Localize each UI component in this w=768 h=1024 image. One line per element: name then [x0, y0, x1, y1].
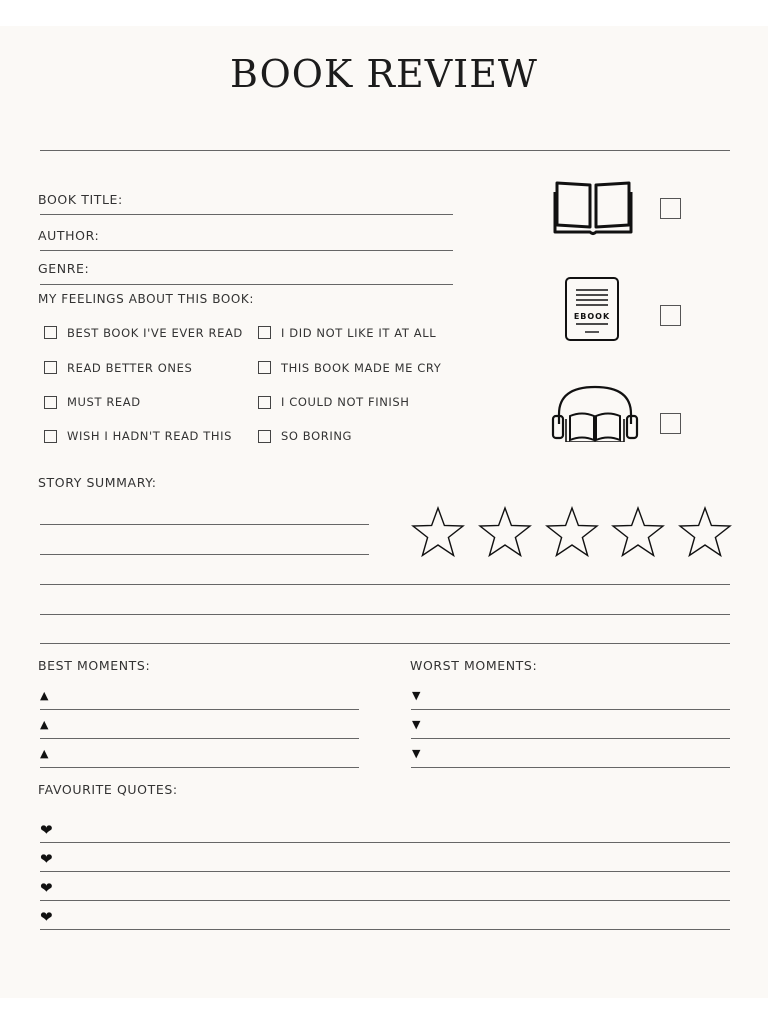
format-ebook-checkbox[interactable]	[660, 305, 681, 326]
worst-moment-line[interactable]	[411, 767, 730, 768]
rating-star-icon[interactable]	[477, 506, 533, 558]
down-triangle-icon: ▼	[412, 718, 421, 731]
worst-moments-heading: WORST MOMENTS:	[410, 658, 538, 673]
story-summary-heading: STORY SUMMARY:	[38, 475, 157, 490]
best-moments-heading: BEST MOMENTS:	[38, 658, 151, 673]
summary-line[interactable]	[40, 643, 730, 644]
book-title-label: BOOK TITLE:	[38, 192, 123, 207]
format-print-checkbox[interactable]	[660, 198, 681, 219]
summary-line[interactable]	[40, 554, 369, 555]
author-label: AUTHOR:	[38, 228, 100, 243]
up-triangle-icon: ▲	[40, 689, 49, 702]
genre-label: GENRE:	[38, 261, 90, 276]
audiobook-headphones-icon	[550, 384, 640, 442]
summary-line[interactable]	[40, 524, 369, 525]
quote-line[interactable]	[40, 871, 730, 872]
worst-moment-line[interactable]	[411, 738, 730, 739]
feeling-checkbox[interactable]	[44, 361, 57, 374]
title-divider	[40, 150, 730, 151]
heart-icon: ❤	[40, 821, 53, 839]
ebook-label: EBOOK	[573, 312, 611, 321]
book-title-line[interactable]	[40, 214, 453, 215]
favourite-quotes-heading: FAVOURITE QUOTES:	[38, 782, 178, 797]
feeling-checkbox[interactable]	[44, 326, 57, 339]
down-triangle-icon: ▼	[412, 747, 421, 760]
format-audiobook-checkbox[interactable]	[660, 413, 681, 434]
feeling-checkbox[interactable]	[44, 430, 57, 443]
feeling-checkbox[interactable]	[44, 396, 57, 409]
rating-star-icon[interactable]	[610, 506, 666, 558]
feeling-option: BEST BOOK I'VE EVER READ	[67, 326, 243, 340]
heart-icon: ❤	[40, 879, 53, 897]
feeling-checkbox[interactable]	[258, 326, 271, 339]
heart-icon: ❤	[40, 908, 53, 926]
summary-line[interactable]	[40, 614, 730, 615]
best-moment-line[interactable]	[40, 709, 359, 710]
author-line[interactable]	[40, 250, 453, 251]
open-book-icon	[552, 180, 634, 236]
feeling-option: WISH I HADN'T READ THIS	[67, 429, 233, 443]
quote-line[interactable]	[40, 900, 730, 901]
best-moment-line[interactable]	[40, 738, 359, 739]
feeling-option: READ BETTER ONES	[67, 361, 193, 375]
feeling-option: MUST READ	[67, 395, 141, 409]
feeling-option: THIS BOOK MADE ME CRY	[281, 361, 442, 375]
up-triangle-icon: ▲	[40, 747, 49, 760]
quote-line[interactable]	[40, 842, 730, 843]
rating-star-icon[interactable]	[544, 506, 600, 558]
up-triangle-icon: ▲	[40, 718, 49, 731]
page-title: BOOK REVIEW	[229, 52, 538, 96]
heart-icon: ❤	[40, 850, 53, 868]
ebook-reader-icon	[563, 276, 621, 342]
feeling-checkbox[interactable]	[258, 396, 271, 409]
feelings-heading: MY FEELINGS ABOUT THIS BOOK:	[38, 292, 255, 306]
genre-line[interactable]	[40, 284, 453, 285]
feeling-option: SO BORING	[281, 429, 353, 443]
worst-moment-line[interactable]	[411, 709, 730, 710]
down-triangle-icon: ▼	[412, 689, 421, 702]
rating-star-icon[interactable]	[410, 506, 466, 558]
best-moment-line[interactable]	[40, 767, 359, 768]
rating-star-icon[interactable]	[677, 506, 733, 558]
summary-line[interactable]	[40, 584, 730, 585]
quote-line[interactable]	[40, 929, 730, 930]
feeling-checkbox[interactable]	[258, 361, 271, 374]
feeling-checkbox[interactable]	[258, 430, 271, 443]
feeling-option: I COULD NOT FINISH	[281, 395, 410, 409]
feeling-option: I DID NOT LIKE IT AT ALL	[281, 326, 437, 340]
